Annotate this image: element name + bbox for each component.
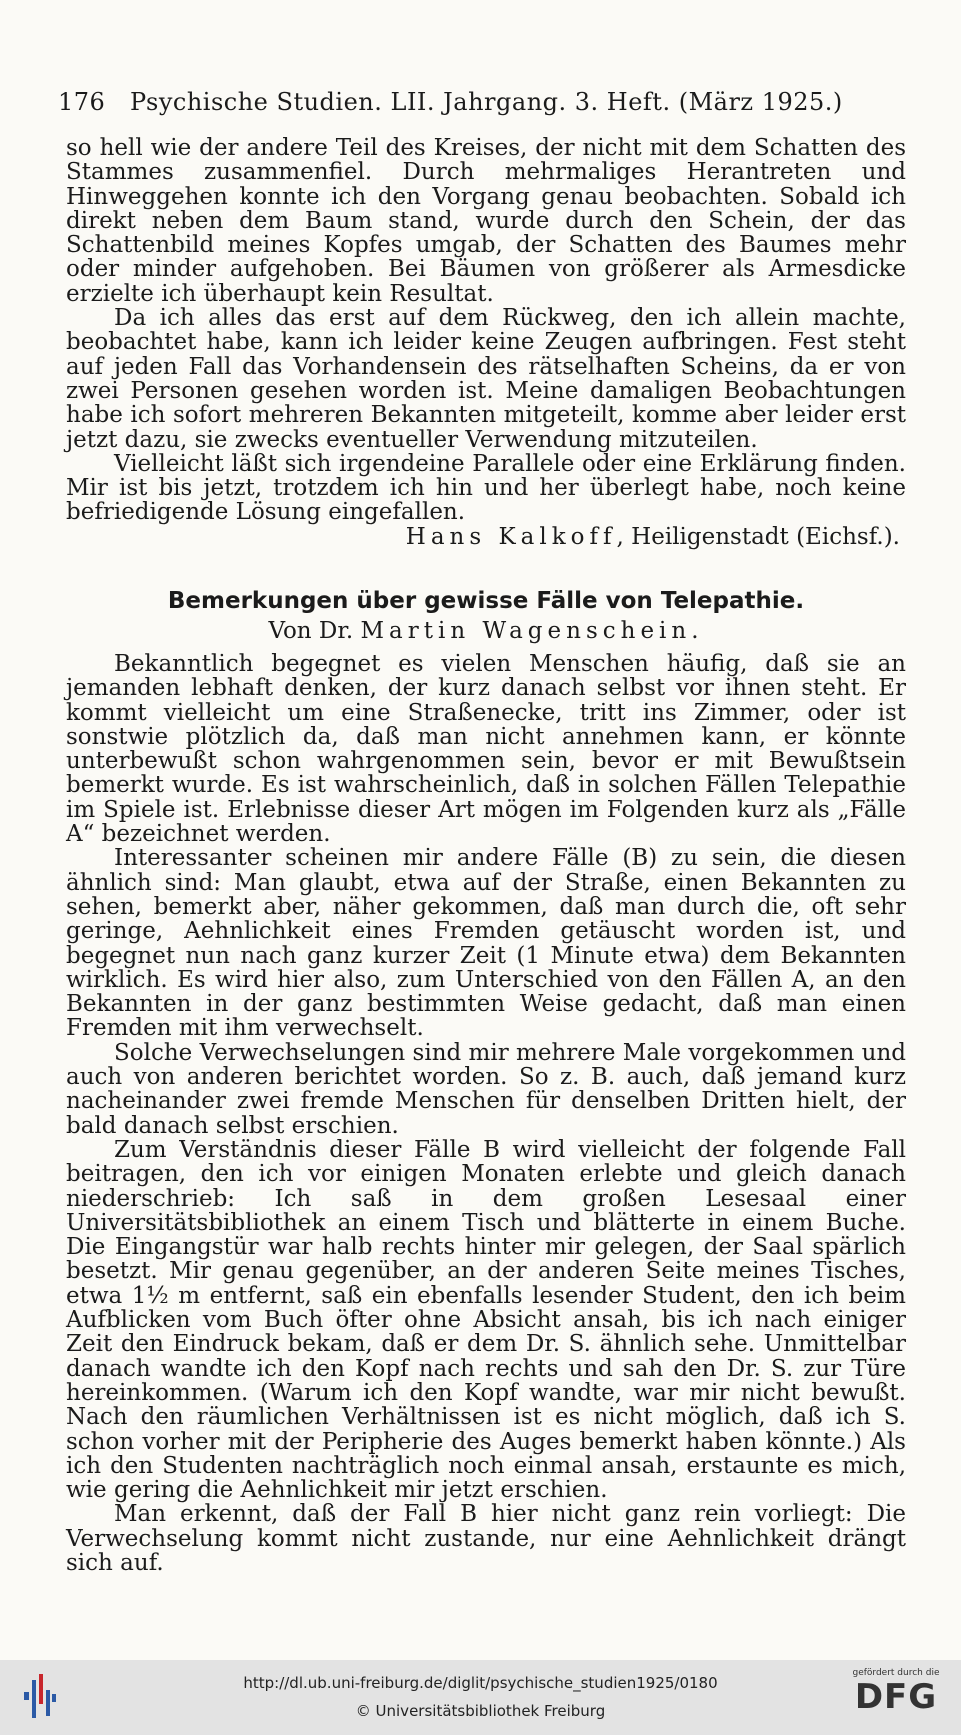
page-number: 176: [58, 88, 106, 116]
dfg-badge: [841, 1668, 951, 1716]
paragraph: so hell wie der andere Teil des Kreises, der nicht mit dem Schatten des Stammes zusammenfiel. Durch mehrmaliges Herantreten und Hinweggehen konnte ich den Vorgang genau beobachten. Sobald ich direkt neben dem Baum stand, wurde durch den Schein, der das Schattenbild meines Kopfes umgab, der Schatten des Baumes mehr oder minder aufgehoben. Bei Bäumen von größerer als Armesdicke erzielte ich überhaupt kein Resultat.: [66, 135, 906, 307]
signature-name: Hans Kalkoff: [405, 523, 617, 550]
paragraph: Bekanntlich begegnet es vielen Menschen häufig, daß sie an jemanden lebhaft denken, der kurz danach selbst vor ihnen steht. Er kommt vielleicht um eine Straßenecke, tritt ins Zimmer, oder ist sonstwie plötzlich da, daß man nicht annehmen kann, er könnte unterbewußt schon wahrgenommen sein, bevor er mit Bewußtsein bemerkt wurde. Es ist wahrscheinlich, daß in solchen Fällen Telepathie im Spiele ist. Erlebnisse dieser Art mögen im Folgenden kurz als „Fälle A“ bezeichnet werden.: [66, 651, 906, 848]
copyright-notice: © Universitätsbibliothek Freiburg: [355, 1702, 606, 1720]
dfg-logo: DFG: [854, 1677, 938, 1717]
paragraph: Man erkennt, daß der Fall B hier nicht ganz rein vorliegt: Die Verwechselung kommt nicht zustande, nur eine Aehnlichkeit drängt sich auf.: [66, 1501, 906, 1576]
byline-prefix: Von Dr.: [268, 618, 354, 644]
paragraph: Solche Verwechselungen sind mir mehrere Male vorgekommen und auch von anderen berichtet worden. So z. B. auch, daß jemand kurz nacheinander zwei fremde Menschen für denselben Dritten hielt, der bald danach selbst erschien.: [66, 1039, 906, 1139]
author-name: Martin Wagenschein.: [360, 618, 704, 644]
viewer-footer: [0, 1660, 961, 1735]
paragraph: Zum Verständnis dieser Fälle B wird vielleicht der folgende Fall beitragen, den ich vor einigen Monaten erlebte und gleich danach niederschrieb: Ich saß in dem großen Lesesaal einer Universitätsbibliothek an einem Tisch und blätterte in einem Buche. Die Eingangstür war halb rechts hinter mir gelegen, der Saal spärlich besetzt. Mir genau gegenüber, an der anderen Seite meines Tisches, etwa 1½ m entfernt, saß ein ebenfalls lesender Student, den ich beim Aufblicken vom Buch öfter ohne Absicht ansah, bis ich nach einiger Zeit den Eindruck bekam, daß er dem Dr. S. ähnlich sehe. Unmittelbar danach wandte ich den Kopf nach rechts und sah den Dr. S. zur Türe hereinkommen. (Warum ich den Kopf wandte, war mir nicht bewußt. Nach den räumlichen Verhältnissen ist es nicht möglich, daß ich S. schon vorher mit der Peripherie des Auges bemerkt haben könnte.) Als ich den Studenten nachträglich noch einmal ansah, erstaunte es mich, wie gering die Aehnlichkeit mir jetzt erschien.: [66, 1136, 906, 1504]
running-title: Psychische Studien. LII. Jahrgang. 3. Heft. (März 1925.): [130, 88, 843, 116]
article-body: [66, 652, 906, 1575]
article-title: Bemerkungen über gewisse Fälle von Telepathie.: [167, 588, 805, 614]
dfg-caption: gefördert durch die: [852, 1668, 940, 1678]
paragraph: Da ich alles das erst auf dem Rückweg, den ich allein machte, beobachtet habe, kann ich leider keine Zeugen aufbringen. Fest steht auf jeden Fall das Vorhandensein des rätselhaften Scheins, da er von zwei Personen gesehen worden ist. Meine damaligen Beobachtungen habe ich sofort mehreren Bekannten mitgeteilt, komme aber leider erst jetzt dazu, sie zwecks eventueller Verwendung mitzuteilen.: [66, 305, 906, 453]
paragraph: Vielleicht läßt sich irgendeine Parallele oder eine Erklärung finden. Mir ist bis jetzt, trotzdem ich hin und her überlegt habe, noch keine befriedigende Lösung eingefallen.: [66, 450, 906, 526]
article-continuation: [66, 136, 906, 550]
running-header: [58, 88, 918, 116]
paragraph: Interessanter scheinen mir andere Fälle (B) zu sein, die diesen ähnlich sind: Man glaubt, etwa auf der Straße, einen Bekannten zu sehen, bemerkt aber, näher gekommen, daß man durch die, oft sehr geringe, Aehnlichkeit eines Fremden getäuscht worden ist, und begegnet nun nach ganz kurzer Zeit (1 Minute etwa) dem Bekannten wirklich. Es wird hier also, zum Unterschied von den Fällen A, an den Bekannten in der ganz bestimmten Weise gedacht, daß man einen Fremden mit ihm verwechselt.: [66, 845, 906, 1042]
signature: [66, 525, 900, 550]
permalink[interactable]: http://dl.ub.uni-freiburg.de/diglit/psychische_studien1925/0180: [243, 1674, 718, 1692]
article-byline: [66, 618, 906, 644]
signature-place: , Heiligenstadt (Eichsf.).: [616, 523, 900, 550]
